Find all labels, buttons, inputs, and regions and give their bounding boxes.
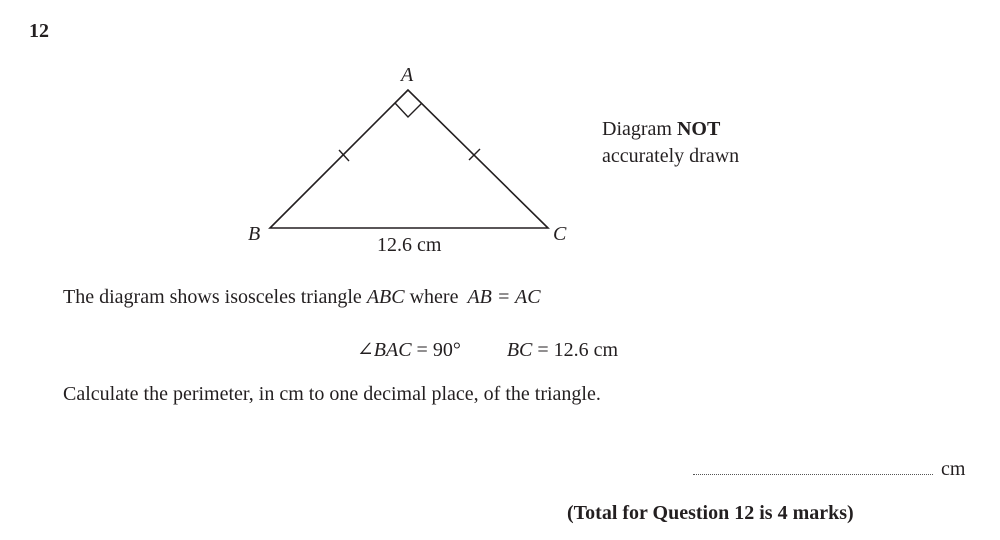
vertex-label-b: B bbox=[248, 223, 261, 245]
diagram-note-not: NOT bbox=[676, 118, 721, 140]
right-angle-marker bbox=[395, 103, 422, 117]
question-number: 12 bbox=[29, 20, 49, 42]
diagram-note-prefix: Diagram bbox=[602, 118, 677, 140]
angle-name: BAC bbox=[373, 339, 412, 361]
total-marks: (Total for Question 12 is 4 marks) bbox=[567, 502, 854, 524]
question-stem-line1 bbox=[63, 286, 541, 309]
diagram-note-line2: accurately drawn bbox=[602, 145, 740, 167]
stem-text: The diagram shows isosceles triangle bbox=[63, 286, 367, 308]
question-instruction: Calculate the perimeter, in cm to one decimal place, of the triangle. bbox=[63, 383, 601, 405]
equal-side-tick-ab bbox=[339, 150, 349, 161]
angle-symbol: ∠ bbox=[357, 339, 374, 361]
answer-unit: cm bbox=[941, 458, 966, 480]
stem-equation: AB = AC bbox=[467, 286, 541, 308]
vertex-label-c: C bbox=[553, 223, 567, 245]
base-length-label: 12.6 cm bbox=[377, 234, 442, 256]
side-value: = 12.6 cm bbox=[532, 339, 619, 361]
answer-line[interactable] bbox=[693, 474, 933, 475]
diagram-note-line1 bbox=[602, 116, 739, 143]
stem-triangle-name: ABC bbox=[366, 286, 405, 308]
side-name: BC bbox=[506, 339, 533, 361]
angle-value: = 90° bbox=[411, 339, 461, 361]
given-values bbox=[357, 337, 618, 362]
diagram-note bbox=[602, 116, 739, 170]
triangle-abc bbox=[270, 90, 548, 228]
vertex-label-a: A bbox=[401, 64, 414, 86]
stem-where: where bbox=[404, 286, 464, 308]
